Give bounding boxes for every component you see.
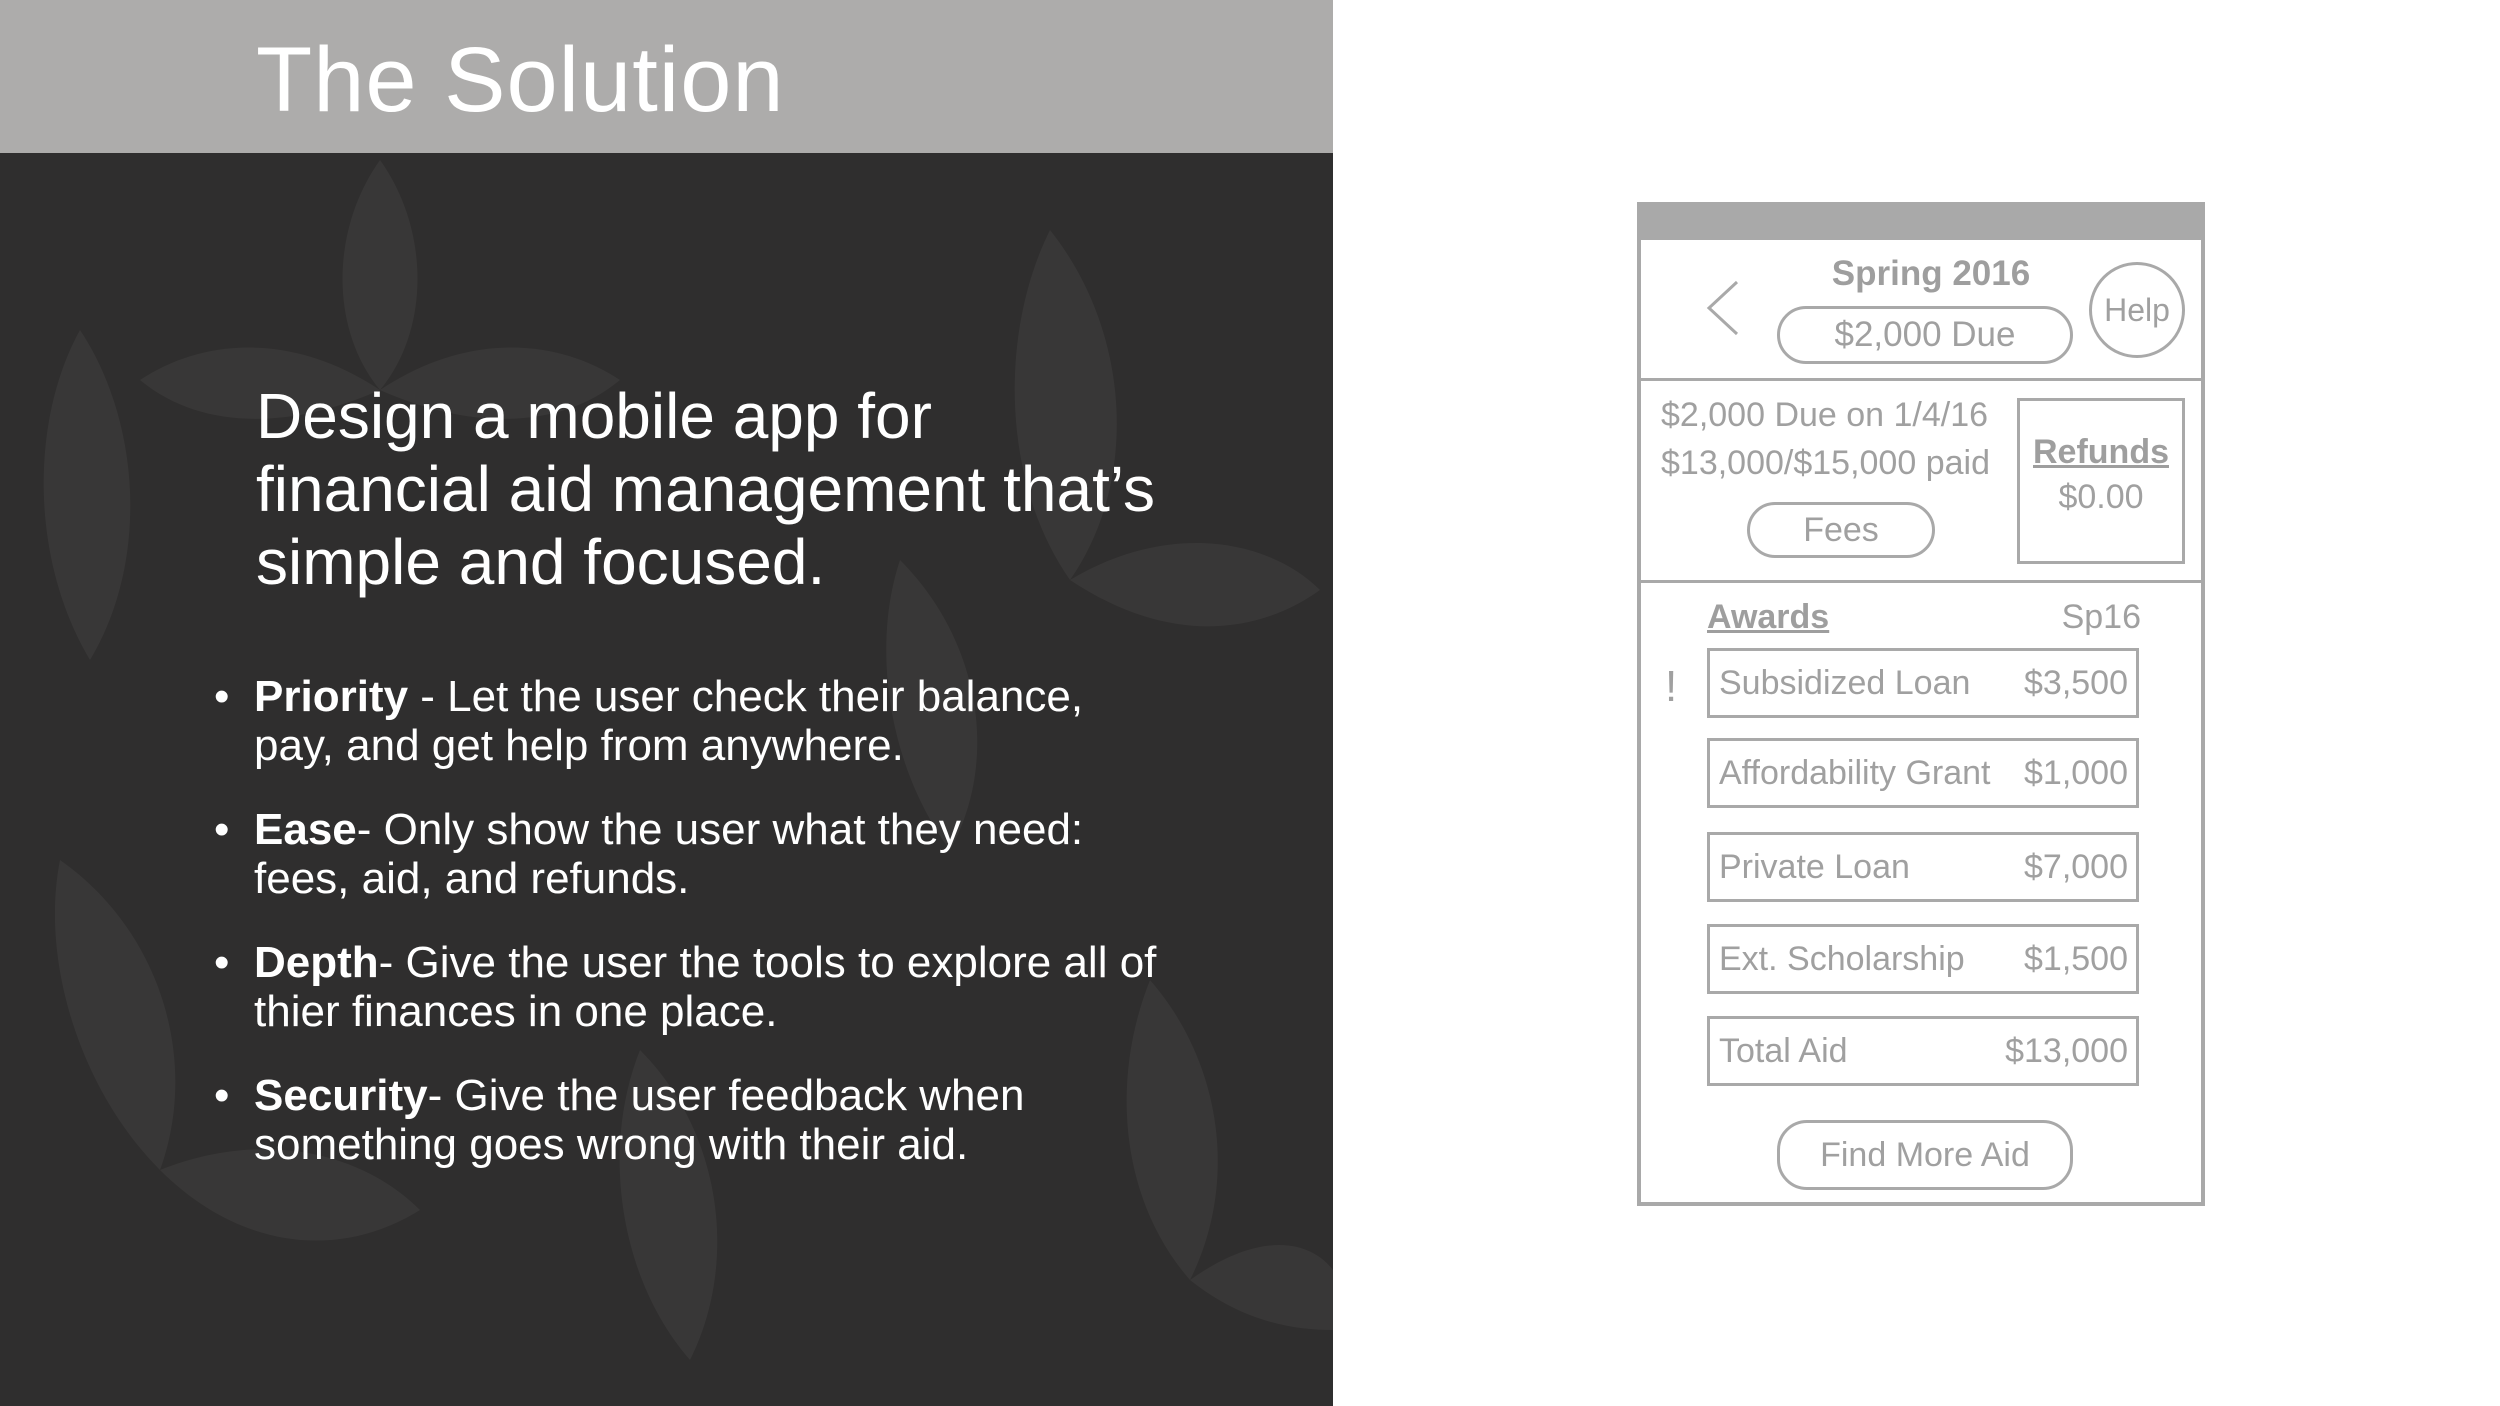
- alert-icon[interactable]: !: [1665, 662, 1678, 711]
- awards-link[interactable]: Awards: [1707, 598, 1830, 636]
- bullet-text: - Let the user check their balance, pay, and get help from anywhere.: [254, 672, 1084, 770]
- bullet-item-security: [214, 1071, 1174, 1169]
- term-title: Spring 2016: [1831, 254, 2031, 293]
- amount-due-button[interactable]: $2,000 Due: [1777, 306, 2073, 364]
- bullet-term: Ease: [254, 805, 357, 854]
- bullet-dot: •: [214, 1071, 230, 1120]
- awards-term-label: Sp16: [2061, 598, 2141, 636]
- divider: [1641, 580, 2201, 583]
- bullet-text: - Give the user the tools to explore all of thier finances in one place.: [254, 938, 1157, 1036]
- help-button[interactable]: Help: [2089, 262, 2185, 358]
- award-row-subsidized-loan[interactable]: [1707, 648, 2139, 718]
- bullet-item-depth: [214, 938, 1174, 1036]
- award-name: Ext. Scholarship: [1719, 939, 1965, 978]
- bullet-item-priority: [214, 672, 1174, 770]
- refunds-value: $0.00: [2058, 478, 2144, 516]
- award-amount: $7,000: [2024, 847, 2128, 886]
- bullet-dot: •: [214, 938, 230, 987]
- award-name: Total Aid: [1719, 1031, 1848, 1070]
- bullet-text: - Only show the user what they need: fees, aid, and refunds.: [254, 805, 1084, 903]
- find-more-aid-button[interactable]: Find More Aid: [1777, 1120, 2073, 1190]
- bullet-text: - Give the user feedback when something goes wrong with their aid.: [254, 1071, 1025, 1169]
- bullet-dot: •: [214, 672, 230, 721]
- award-amount: $1,000: [2024, 753, 2128, 792]
- bullet-term: Priority: [254, 672, 409, 721]
- award-amount: $13,000: [2005, 1031, 2128, 1070]
- headline: Design a mobile app for financial aid management that’s simple and focused.: [256, 380, 1155, 598]
- award-row-private-loan[interactable]: [1707, 832, 2139, 902]
- title-bar: [0, 0, 1333, 153]
- slide-title: The Solution: [256, 29, 785, 131]
- award-row-affordability-grant[interactable]: [1707, 738, 2139, 808]
- divider: [1641, 378, 2201, 381]
- award-name: Affordability Grant: [1719, 753, 1991, 792]
- phone-wireframe: [1637, 202, 2205, 1206]
- award-amount: $3,500: [2024, 663, 2128, 702]
- refunds-card[interactable]: [2017, 398, 2185, 564]
- due-date-text: $2,000 Due on 1/4/16: [1661, 396, 1989, 434]
- award-name: Subsidized Loan: [1719, 663, 1971, 702]
- status-bar: [1641, 206, 2201, 240]
- fees-button[interactable]: Fees: [1747, 502, 1935, 558]
- award-amount: $1,500: [2024, 939, 2128, 978]
- bullet-term: Depth: [254, 938, 379, 987]
- award-row-ext-scholarship[interactable]: [1707, 924, 2139, 994]
- award-row-total-aid: [1707, 1016, 2139, 1086]
- bullet-dot: •: [214, 805, 230, 854]
- bullet-term: Security: [254, 1071, 428, 1120]
- award-name: Private Loan: [1719, 847, 1910, 886]
- paid-progress-text: $13,000/$15,000 paid: [1661, 444, 1990, 482]
- refunds-title[interactable]: Refunds: [2033, 433, 2169, 471]
- chevron-left-icon[interactable]: [1703, 278, 1743, 338]
- bullet-list: [214, 672, 1174, 1204]
- bullet-item-ease: [214, 805, 1174, 903]
